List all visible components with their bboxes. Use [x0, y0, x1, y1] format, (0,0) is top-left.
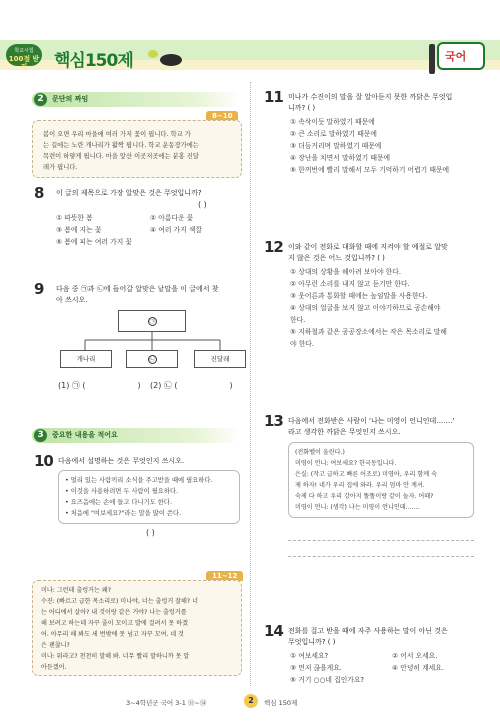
passage-line: 는 길에는 노란 개나리가 활짝 핍니다. 학교 운동장가에는: [43, 142, 199, 149]
question-text: 이 글의 제목으로 가장 알맞은 것은 무엇입니까?: [56, 189, 202, 197]
passage-line: 은 괜찮니?: [41, 642, 70, 649]
circle-label: ㉠: [148, 318, 155, 325]
section-number: 2: [34, 93, 47, 106]
question-number: 12: [264, 238, 283, 256]
option-cont: 한다.: [290, 316, 306, 324]
hint-item: • 멀리 있는 사람끼리 소식을 주고받을 때에 필요하다.: [65, 477, 213, 484]
option[interactable]: ⑤ 한꺼번에 빨리 말해서 모두 기억하기 어렵기 때문에: [290, 166, 450, 174]
hint-box: [58, 470, 240, 524]
header-title: 핵심150제: [54, 51, 133, 71]
option[interactable]: ③ 먼저 끊을게요.: [290, 664, 342, 672]
option-cont: 야 한다.: [290, 340, 315, 348]
passage-line: 해 보려고 하는데 자꾸 줄이 꼬이고 발에 걸려서 못 하겠: [41, 620, 188, 627]
pencil-icon: [429, 44, 435, 74]
option[interactable]: ① 상대의 상황을 헤아려 보아야 한다.: [290, 268, 401, 276]
option[interactable]: ④ 상대의 얼굴을 보지 않고 이야기하므로 공손해야: [290, 304, 441, 312]
question-number: 13: [264, 412, 283, 430]
column-divider: [250, 82, 251, 686]
footer-right: 핵심 150제: [264, 699, 298, 707]
question-text: 다음에서 전화받은 사람이 '나는 미영이 언니인데…….': [288, 417, 455, 425]
hint-item: • 처음에 "여보세요?"라는 말을 많이 쓴다.: [65, 510, 182, 517]
option[interactable]: ④ 안녕히 계세요.: [392, 664, 444, 672]
question-text: 이와 같이 전화로 대화할 때에 지켜야 할 예절로 알맞: [288, 243, 448, 251]
answer-line[interactable]: [288, 540, 474, 541]
passage-line: 미나: 그런데 출렁거는 왜?: [41, 587, 111, 594]
section-label: 문단의 짜임: [52, 95, 89, 103]
question-number: 14: [264, 622, 283, 640]
answer-blank-2[interactable]: (2) ㉡ ( ): [150, 381, 233, 390]
option[interactable]: ② 아름다운 꽃: [150, 214, 194, 222]
answer-blank[interactable]: ( ): [198, 200, 207, 209]
option[interactable]: ② 아무런 소리를 내지 않고 듣기만 한다.: [290, 280, 410, 288]
subject-label: 국어: [445, 50, 467, 63]
answer-blank[interactable]: ( ): [146, 528, 155, 537]
tree-node-top: [118, 310, 186, 332]
option[interactable]: ⑤ 봄에 피는 여러 가지 꽃: [56, 238, 132, 246]
question-text: 다음 중 ㉠과 ㉡에 들어갈 알맞은 낱말을 이 글에서 찾: [56, 285, 219, 293]
question-text: 다음에서 설명하는 것은 무엇인지 쓰시오.: [58, 457, 185, 465]
dialogue-line: 제 하자! 네가 우리 집에 와라. 우리 엄마 안 계셔.: [295, 482, 425, 489]
passage-line: 목련이 하얗게 핍니다. 마을 앞산 이곳저곳에는 분홍 진달: [43, 153, 199, 160]
passage-box-1: [32, 120, 242, 178]
hint-item: • 이것을 사용하려면 두 사람이 필요하다.: [65, 488, 179, 495]
option[interactable]: ⑤ 지하철과 같은 공공장소에서는 작은 목소리로 말해: [290, 328, 447, 336]
option[interactable]: ③ 더듬거리며 말하였기 때문에: [290, 142, 382, 150]
dialogue-line: 숙제 다 하고 우리 강아지 똘똘이랑 같이 놀자. 어때?: [295, 493, 434, 500]
question-text: 지 않은 것은 어느 것입니까? ( ): [288, 254, 385, 262]
dialogue-line: 미영이 언니: (생각) 나는 미영이 언니인데…….: [295, 504, 420, 511]
leaf-icon: [148, 50, 158, 58]
option[interactable]: ② 큰 소리로 말하였기 때문에: [290, 130, 377, 138]
dialogue-line: 은실: (작고 급하고 빠른 어조로) 미영아, 우리 함께 숙: [295, 471, 437, 478]
page-number: 2: [244, 694, 258, 708]
dialogue-line: (전화벨이 울린다.): [295, 449, 345, 456]
header-badge: [6, 44, 42, 71]
subject-tab: [437, 42, 485, 70]
section-header-2: [32, 92, 240, 107]
question-number: 8: [34, 184, 44, 202]
option[interactable]: ① 여보세요?: [290, 652, 329, 660]
passage-line: 봄이 오면 우리 마을에 여러 가지 꽃이 핍니다. 학교 가: [43, 131, 191, 138]
passage-tag: 8~10: [206, 111, 238, 121]
question-text: 미나가 수진이의 말을 잘 알아듣지 못한 까닭은 무엇입: [288, 93, 453, 101]
question-number: 11: [264, 88, 283, 106]
question-text: 라고 생각한 까닭은 무엇인지 쓰시오.: [288, 428, 401, 436]
option[interactable]: ② 어서 오세요.: [392, 652, 438, 660]
section-label: 중요한 내용을 적어요: [52, 431, 118, 439]
option[interactable]: ④ 여러 가지 색깔: [150, 226, 202, 234]
option[interactable]: ⑤ 거기 ○○네 집인가요?: [290, 676, 365, 684]
circle-label: ㉡: [148, 356, 155, 363]
passage-tag: 11~12: [206, 571, 243, 581]
hint-item: • 요즈음에는 손에 들고 다니기도 한다.: [65, 499, 172, 506]
option[interactable]: ① 속삭이듯 말하였기 때문에: [290, 118, 375, 126]
passage-line: 아듣겠어.: [41, 664, 67, 671]
question-text: 니까? ( ): [288, 104, 316, 112]
passage-box-2: [32, 580, 242, 676]
option[interactable]: ④ 장난을 치면서 말하였기 때문에: [290, 154, 391, 162]
tree-node-left: 개나리: [60, 350, 112, 368]
tree-node-right: 진달래: [194, 350, 246, 368]
footer-left: 3~4학년군 국어 3-1 ⑪~⑭: [126, 699, 207, 707]
dialogue-box: [288, 442, 474, 518]
passage-line: 는 어디에서 살아? 내 것이랑 같은 거야? 나는 출렁거를: [41, 609, 187, 616]
passage-line: 수진: (빠르고 급한 목소리로) 미나야, 너는 출렁거 잘해? 너: [41, 598, 198, 605]
option[interactable]: ③ 웃어른과 통화할 때에는 높임말을 사용한다.: [290, 292, 428, 300]
badge-line2: 100점 받기: [8, 55, 40, 71]
section-header-3: [32, 428, 240, 443]
question-number: 9: [34, 280, 44, 298]
passage-line: 어. 아무리 해 봐도 세 번밖에 못 넘고 자꾸 꼬여. 네 것: [41, 631, 184, 638]
passage-line: 미나: 뭐라고? 천천히 말해 봐. 너무 빨리 말하니까 못 알: [41, 653, 190, 660]
question-text: 무엇입니까? ( ): [288, 638, 336, 646]
tree-node-mid: [126, 350, 178, 368]
option[interactable]: ① 따뜻한 봄: [56, 214, 93, 222]
dialogue-line: 미영이 언니: 여보세요? 한국동입니다.: [295, 460, 397, 467]
answer-blank-1[interactable]: (1) ㉠ ( ): [58, 381, 141, 390]
bug-icon: [160, 54, 182, 66]
question-text: 아 쓰시오.: [56, 296, 88, 304]
section-number: 3: [34, 429, 47, 442]
badge-line1: 학교시험: [14, 48, 34, 54]
question-number: 10: [34, 452, 53, 470]
option[interactable]: ③ 봄에 지는 꽃: [56, 226, 102, 234]
answer-line[interactable]: [288, 556, 474, 557]
passage-line: 래가 핍니다.: [43, 164, 78, 171]
question-text: 전화를 걸고 받을 때에 자주 사용하는 말이 아닌 것은: [288, 627, 448, 635]
